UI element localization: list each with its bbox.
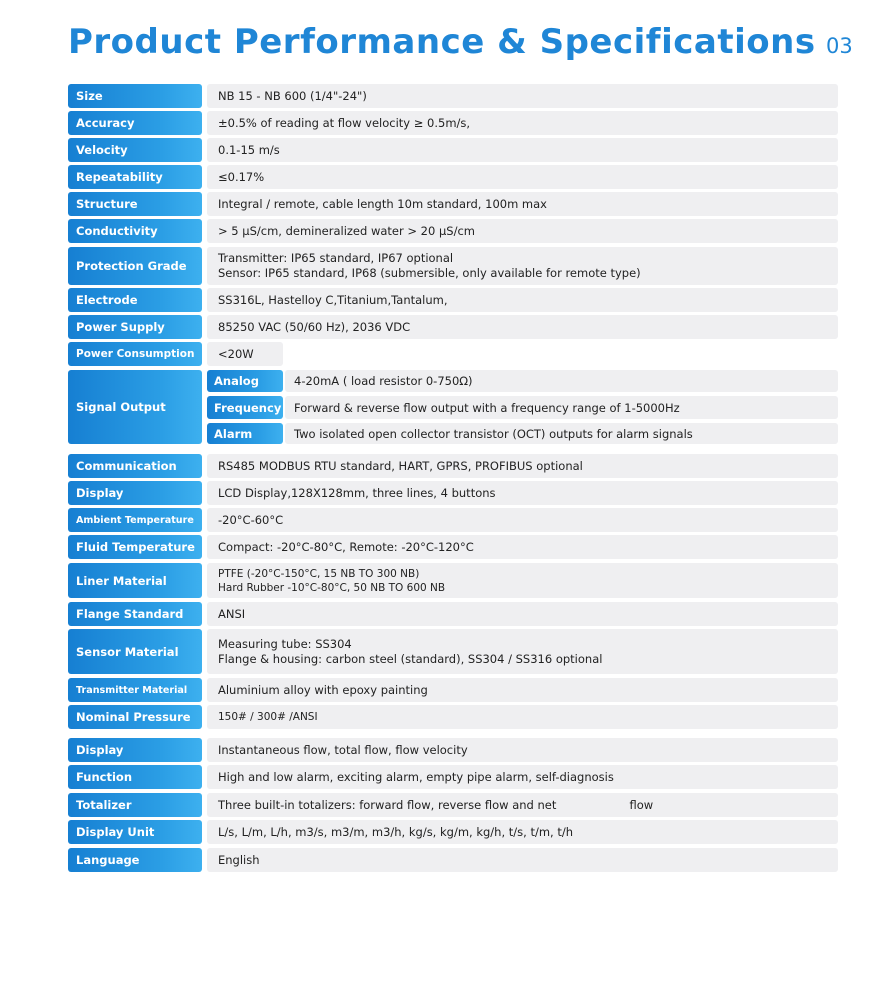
spec-row-velocity <box>68 138 838 162</box>
spec-value: ±0.5% of reading at flow velocity ≥ 0.5m/s, <box>207 111 838 135</box>
spec-row-flange-standard <box>68 602 838 626</box>
spec-row-display-2 <box>68 738 838 762</box>
spec-label: Display <box>68 738 202 762</box>
spec-value: L/s, L/m, L/h, m3/s, m3/m, m3/h, kg/s, kg/m, kg/h, t/s, t/m, t/h <box>207 820 838 844</box>
spec-label: Display <box>68 481 202 505</box>
spec-value: Three built-in totalizers: forward flow, reverse flow and net flow <box>207 793 838 817</box>
signal-output-value-analog: 4-20mA ( load resistor 0-750Ω) <box>285 370 838 392</box>
spec-row-nominal-pressure <box>68 705 838 729</box>
spec-row-liner-material <box>68 563 838 598</box>
spec-value: ANSI <box>207 602 838 626</box>
spec-row-fluid-temperature <box>68 535 838 559</box>
spec-row-display-unit <box>68 820 838 844</box>
spec-value: 85250 VAC (50/60 Hz), 2036 VDC <box>207 315 838 339</box>
spec-label: Repeatability <box>68 165 202 189</box>
signal-output-sublabel-frequency: Frequency <box>207 396 283 419</box>
page-number: 03 <box>826 34 853 58</box>
spec-row-power-supply <box>68 315 838 339</box>
spec-label: Ambient Temperature <box>68 508 202 532</box>
spec-value: High and low alarm, exciting alarm, empty pipe alarm, self-diagnosis <box>207 765 838 789</box>
spec-label: Sensor Material <box>68 629 202 674</box>
spec-label: Transmitter Material <box>68 678 202 702</box>
spec-value: English <box>207 848 838 872</box>
spec-label: Structure <box>68 192 202 216</box>
spec-row-function <box>68 765 838 789</box>
spec-row-accuracy <box>68 111 838 135</box>
spec-row-totalizer <box>68 793 838 817</box>
spec-value: -20°C-60°C <box>207 508 838 532</box>
spec-row-display <box>68 481 838 505</box>
spec-label: Size <box>68 84 202 108</box>
signal-output-sublabel-alarm: Alarm <box>207 423 283 444</box>
signal-output-value-frequency: Forward & reverse flow output with a frequency range of 1-5000Hz <box>285 396 838 419</box>
spec-value: Instantaneous flow, total flow, flow velocity <box>207 738 838 762</box>
spec-value: ≤0.17% <box>207 165 838 189</box>
spec-row-repeatability <box>68 165 838 189</box>
spec-label: Velocity <box>68 138 202 162</box>
spec-label: Conductivity <box>68 219 202 243</box>
spec-row-transmitter-material <box>68 678 838 702</box>
spec-label: Protection Grade <box>68 247 202 285</box>
spec-value: Transmitter: IP65 standard, IP67 optional Sensor: IP65 standard, IP68 (submersible, only available for remote type) <box>207 247 838 285</box>
spec-row-communication <box>68 454 838 478</box>
spec-label: Fluid Temperature <box>68 535 202 559</box>
spec-row-signal-output <box>68 370 838 444</box>
signal-output-sublabel-analog: Analog <box>207 370 283 392</box>
spec-value: Integral / remote, cable length 10m standard, 100m max <box>207 192 838 216</box>
spec-row-sensor-material <box>68 629 838 674</box>
spec-row-protection-grade <box>68 247 838 285</box>
spec-value: Aluminium alloy with epoxy painting <box>207 678 838 702</box>
spec-value: NB 15 - NB 600 (1/4"-24") <box>207 84 838 108</box>
spec-row-conductivity <box>68 219 838 243</box>
spec-label: Flange Standard <box>68 602 202 626</box>
spec-label: Language <box>68 848 202 872</box>
spec-value: RS485 MODBUS RTU standard, HART, GPRS, PROFIBUS optional <box>207 454 838 478</box>
spec-value: 0.1-15 m/s <box>207 138 838 162</box>
spec-label: Display Unit <box>68 820 202 844</box>
spec-value: Compact: -20°C-80°C, Remote: -20°C-120°C <box>207 535 838 559</box>
spec-value: LCD Display,128X128mm, three lines, 4 buttons <box>207 481 838 505</box>
spec-value: > 5 μS/cm, demineralized water > 20 μS/cm <box>207 219 838 243</box>
spec-label: Liner Material <box>68 563 202 598</box>
spec-value: SS316L, Hastelloy C,Titanium,Tantalum, <box>207 288 838 312</box>
spec-label: Power Supply <box>68 315 202 339</box>
spec-value: PTFE (-20°C-150°C, 15 NB TO 300 NB) Hard Rubber -10°C-80°C, 50 NB TO 600 NB <box>207 563 838 598</box>
spec-value: 150# / 300# /ANSI <box>207 705 838 729</box>
spec-label: Function <box>68 765 202 789</box>
spec-label: Totalizer <box>68 793 202 817</box>
spec-value: Measuring tube: SS304 Flange & housing: carbon steel (standard), SS304 / SS316 optional <box>207 629 838 674</box>
spec-label: Power Consumption <box>68 342 202 366</box>
spec-label: Accuracy <box>68 111 202 135</box>
spec-row-structure <box>68 192 838 216</box>
spec-row-power-consumption <box>68 342 838 366</box>
spec-label: Signal Output <box>68 370 202 444</box>
page-header <box>0 0 888 80</box>
page-title: Product Performance & Specifications <box>68 22 816 62</box>
signal-output-value-alarm: Two isolated open collector transistor (OCT) outputs for alarm signals <box>285 423 838 444</box>
spec-row-ambient-temperature <box>68 508 838 532</box>
spec-label: Electrode <box>68 288 202 312</box>
spec-label: Communication <box>68 454 202 478</box>
spec-row-electrode <box>68 288 838 312</box>
spec-label: Nominal Pressure <box>68 705 202 729</box>
spec-row-language <box>68 848 838 872</box>
spec-row-size <box>68 84 838 108</box>
spec-value: <20W <box>207 342 283 366</box>
